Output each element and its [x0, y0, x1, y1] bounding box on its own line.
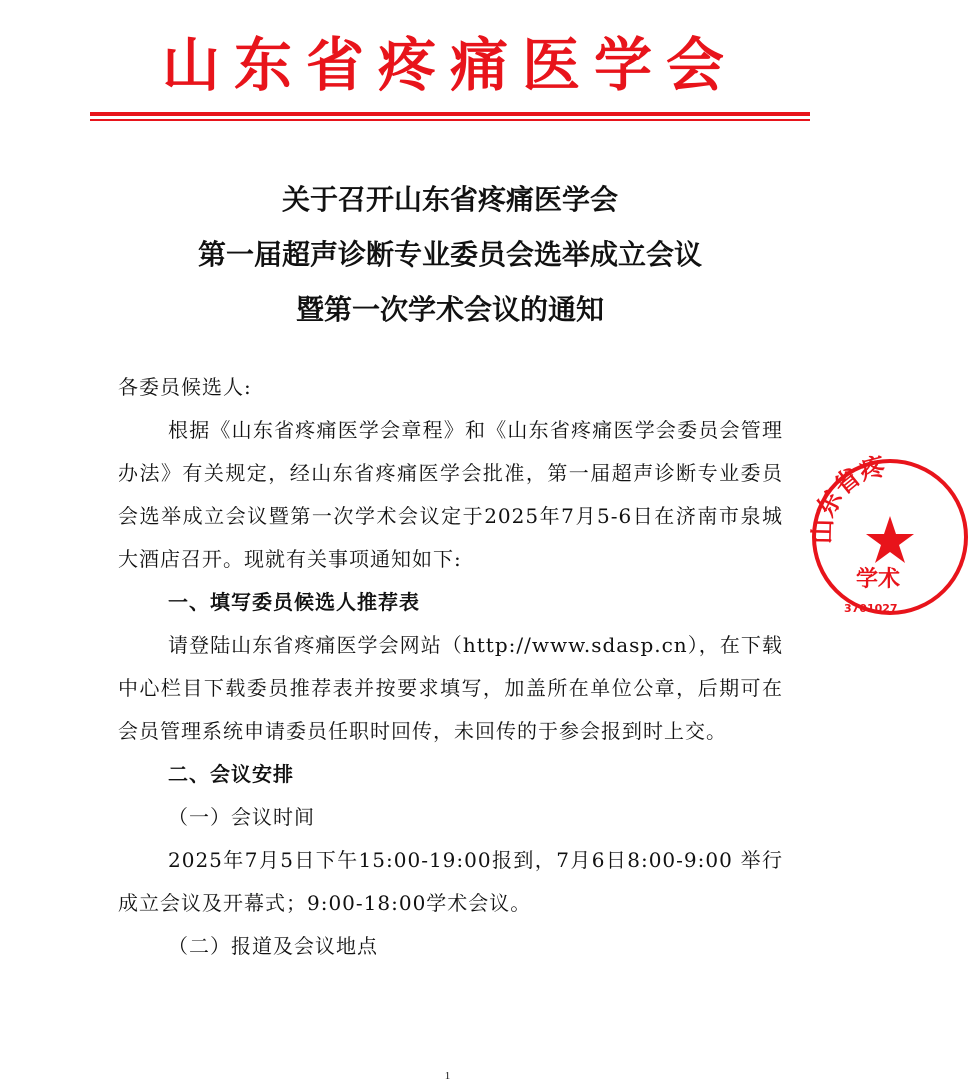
subsection-1-heading: （一）会议时间 [168, 805, 315, 829]
official-seal-icon [807, 451, 970, 622]
header-org-name: 山东省疼痛医学会 [161, 31, 738, 99]
seal-text-top: 山东省疼 [807, 451, 889, 545]
section-1-paragraph: 请登陆山东省疼痛医学会网站（http://www.sdasp.cn），在下载中心栏目下载委员推荐表并按要求填写，加盖所在单位公章，后期可在会员管理系统申请委员任职时回传，未回传的于参会报到时上交。 [118, 633, 783, 743]
header-rule-thick [90, 112, 810, 116]
notice-title-line-2: 第一届超声诊断专业委员会选举成立会议 [197, 238, 702, 271]
section-2-heading: 二、会议安排 [168, 762, 294, 786]
page-number: 1 [444, 1070, 451, 1082]
seal-text-bottom: 学术 [856, 567, 901, 592]
notice-body [118, 366, 783, 968]
notice-title-line-3: 暨第一次学术会议的通知 [295, 293, 604, 326]
salutation: 各委员候选人: [118, 375, 252, 399]
seal-star-icon [866, 516, 914, 563]
header-rule-thin [90, 119, 810, 121]
notice-title-line-1: 关于召开山东省疼痛医学会 [281, 183, 618, 216]
seal-number: 3701027 [844, 602, 898, 615]
intro-paragraph: 根据《山东省疼痛医学会章程》和《山东省疼痛医学会委员会管理办法》有关规定，经山东省疼痛医学会批准，第一届超声诊断专业委员会选举成立会议暨第一次学术会议定于2025年7月5-6日在济南市泉城大酒店召开。现就有关事项通知如下: [118, 418, 783, 571]
subsection-1-paragraph: 2025年7月5日下午15:00-19:00报到，7月6日8:00-9:00 举行成立会议及开幕式；9:00-18:00学术会议。 [118, 848, 783, 915]
section-1-heading: 一、填写委员候选人推荐表 [168, 590, 420, 614]
notice-title [90, 172, 810, 337]
subsection-2-heading: （二）报道及会议地点 [168, 934, 378, 958]
